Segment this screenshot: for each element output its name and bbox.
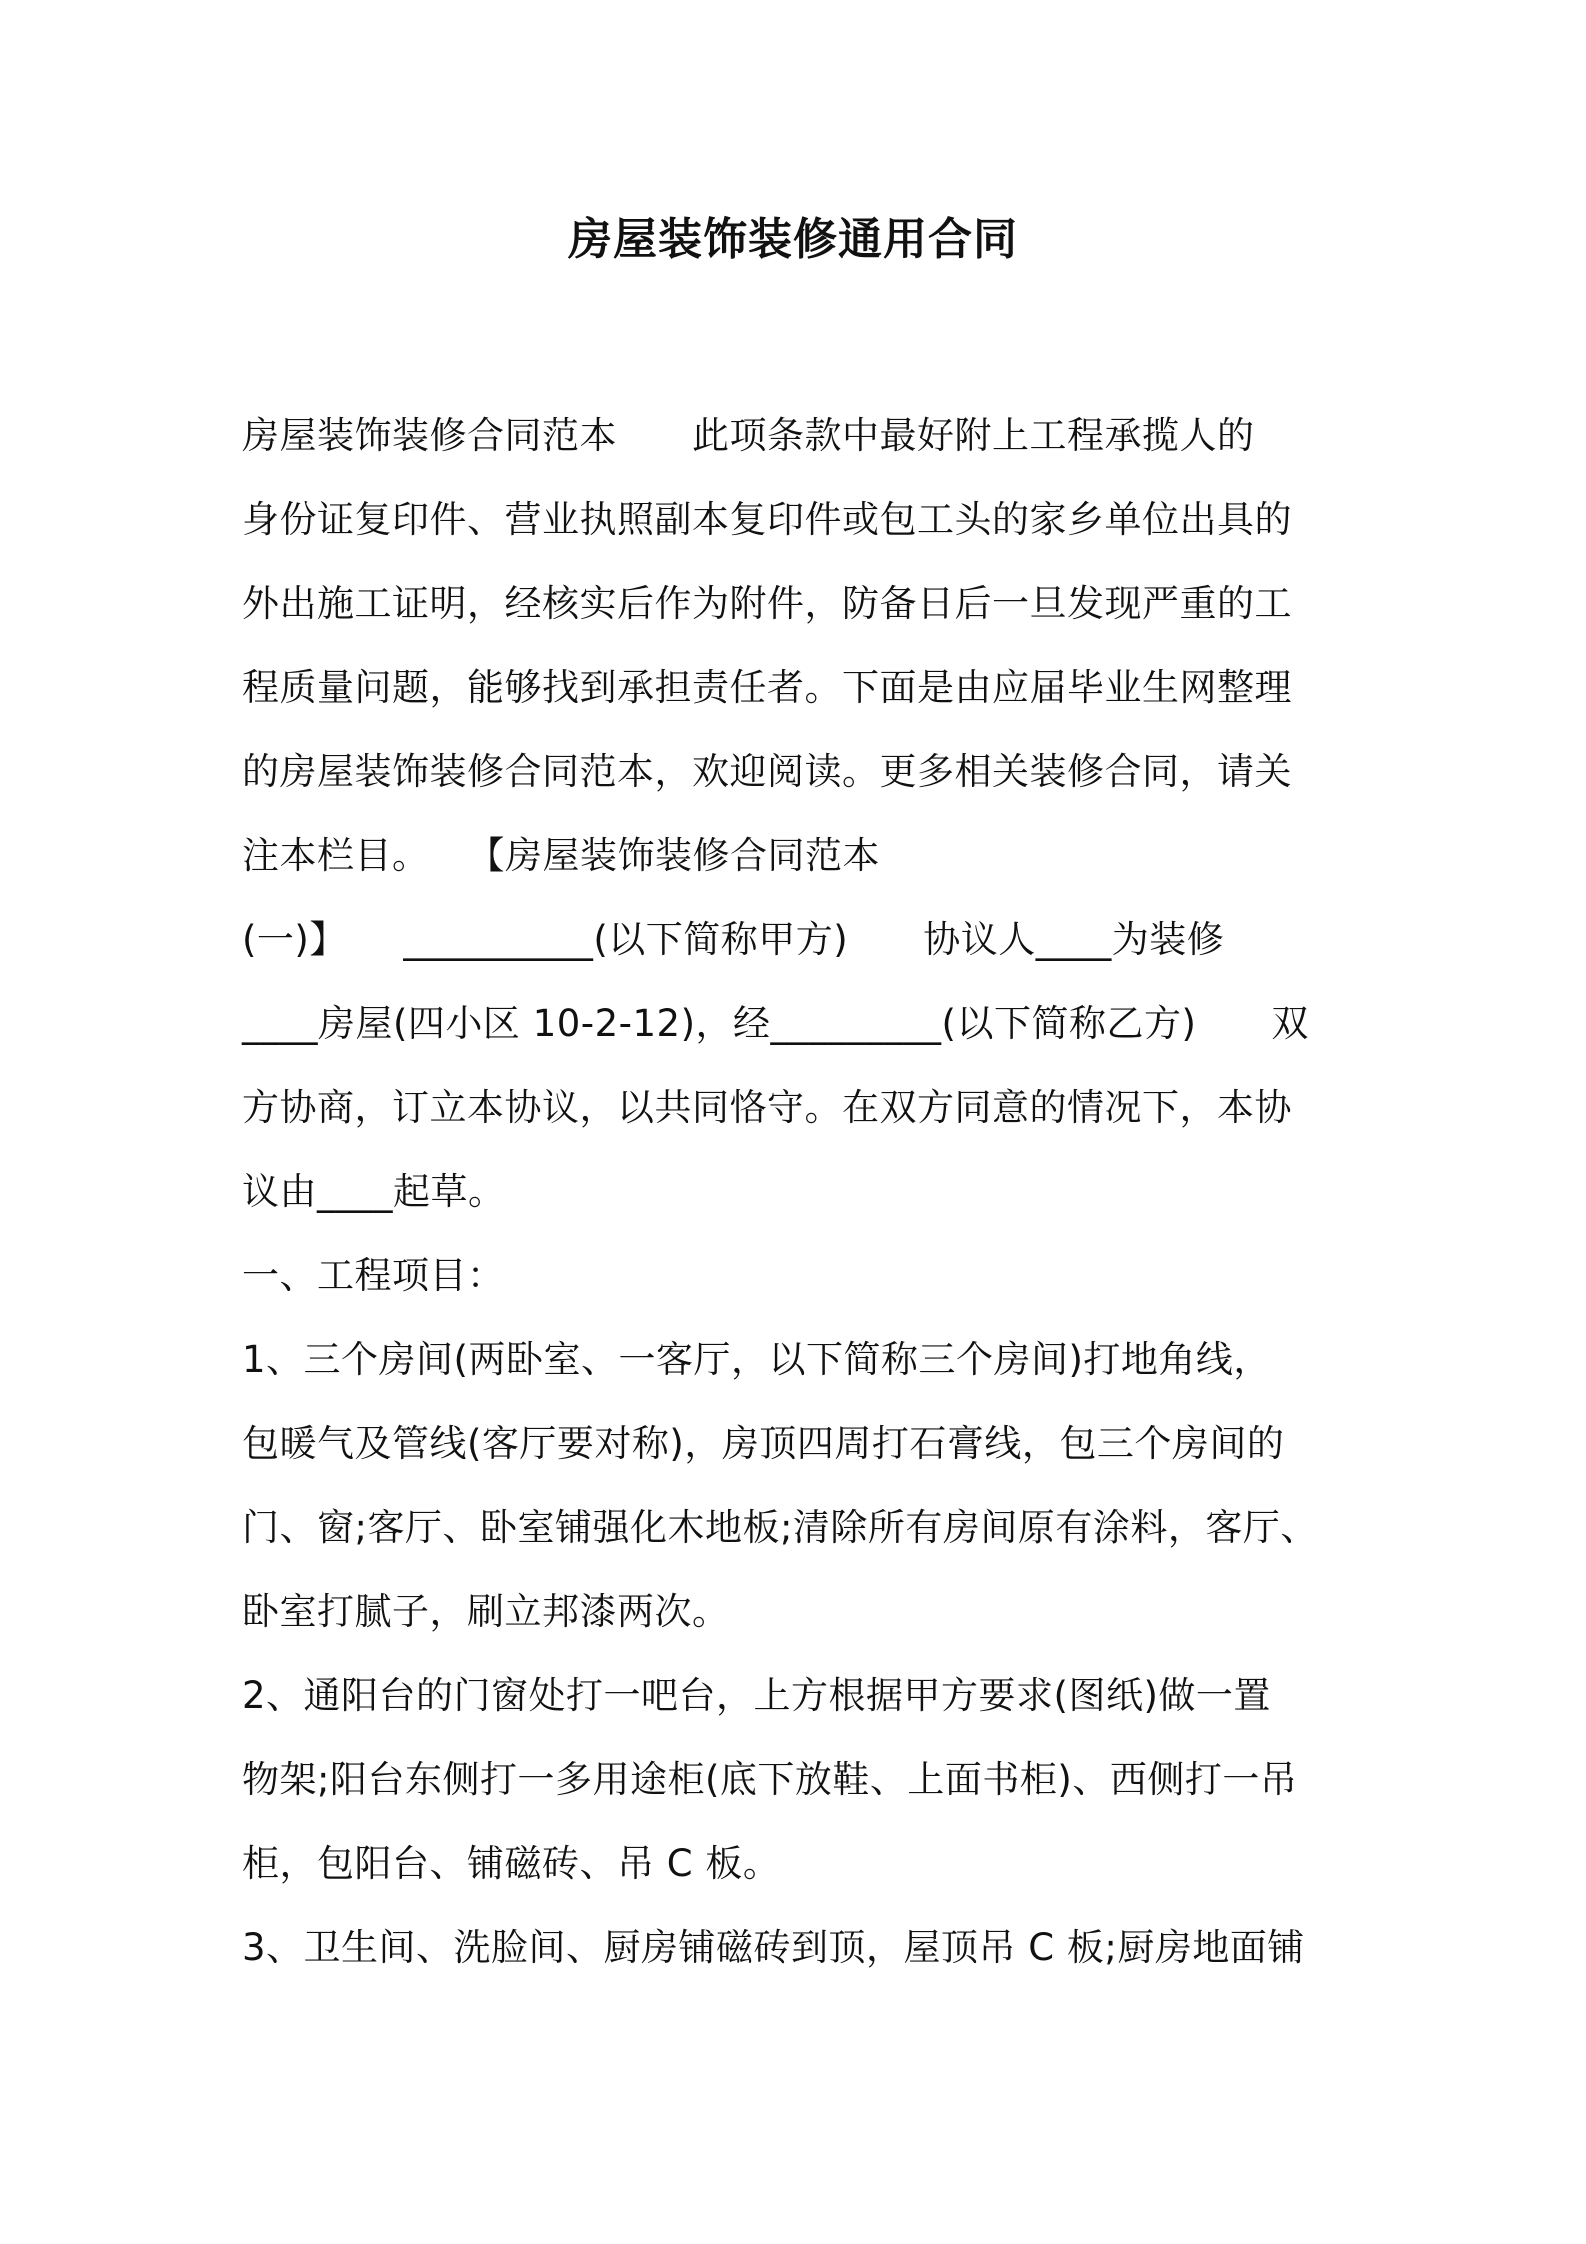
paragraph-line: 的房屋装饰装修合同范本，欢迎阅读。更多相关装修合同，请关: [242, 750, 1292, 793]
list-item-line: 3、卫生间、洗脸间、厨房铺磁砖到顶，屋顶吊 C 板;厨房地面铺: [242, 1926, 1305, 1969]
document-title: 房屋装饰装修通用合同: [568, 214, 1018, 265]
paragraph-line: 房屋装饰装修合同范本 此项条款中最好附上工程承揽人的: [242, 414, 1255, 457]
list-item-line: 1、三个房间(两卧室、一客厅，以下简称三个房间)打地角线，: [242, 1338, 1271, 1381]
list-item-line: 物架;阳台东侧打一多用途柜(底下放鞋、上面书柜)、西侧打一吊: [242, 1758, 1298, 1801]
paragraph-line: 议由____起草。: [242, 1170, 506, 1213]
list-item-line: 卧室打腻子，刷立邦漆两次。: [242, 1590, 730, 1633]
list-item-line: 门、窗;客厅、卧室铺强化木地板;清除所有房间原有涂料，客厅、: [242, 1506, 1318, 1549]
list-item-line: 包暖气及管线(客厅要对称)，房顶四周打石膏线，包三个房间的: [242, 1422, 1285, 1465]
paragraph-line: 程质量问题，能够找到承担责任者。下面是由应届毕业生网整理: [242, 666, 1292, 709]
section-heading: 一、工程项目：: [242, 1254, 505, 1297]
paragraph-line: (一)】 __________(以下简称甲方) 协议人____为装修: [242, 918, 1225, 961]
paragraph-line: 身份证复印件、营业执照副本复印件或包工头的家乡单位出具的: [242, 498, 1292, 541]
paragraph-line: 注本栏目。 【房屋装饰装修合同范本: [242, 834, 880, 877]
paragraph-line: ____房屋(四小区 10-2-12)，经_________(以下简称乙方) 双: [242, 1002, 1309, 1045]
paragraph-line: 方协商，订立本协议，以共同恪守。在双方同意的情况下，本协: [242, 1086, 1292, 1129]
paragraph-line: 外出施工证明，经核实后作为附件，防备日后一旦发现严重的工: [242, 582, 1292, 625]
list-item-line: 2、通阳台的门窗处打一吧台，上方根据甲方要求(图纸)做一置: [242, 1674, 1271, 1717]
list-item-line: 柜，包阳台、铺磁砖、吊 C 板。: [242, 1842, 781, 1885]
